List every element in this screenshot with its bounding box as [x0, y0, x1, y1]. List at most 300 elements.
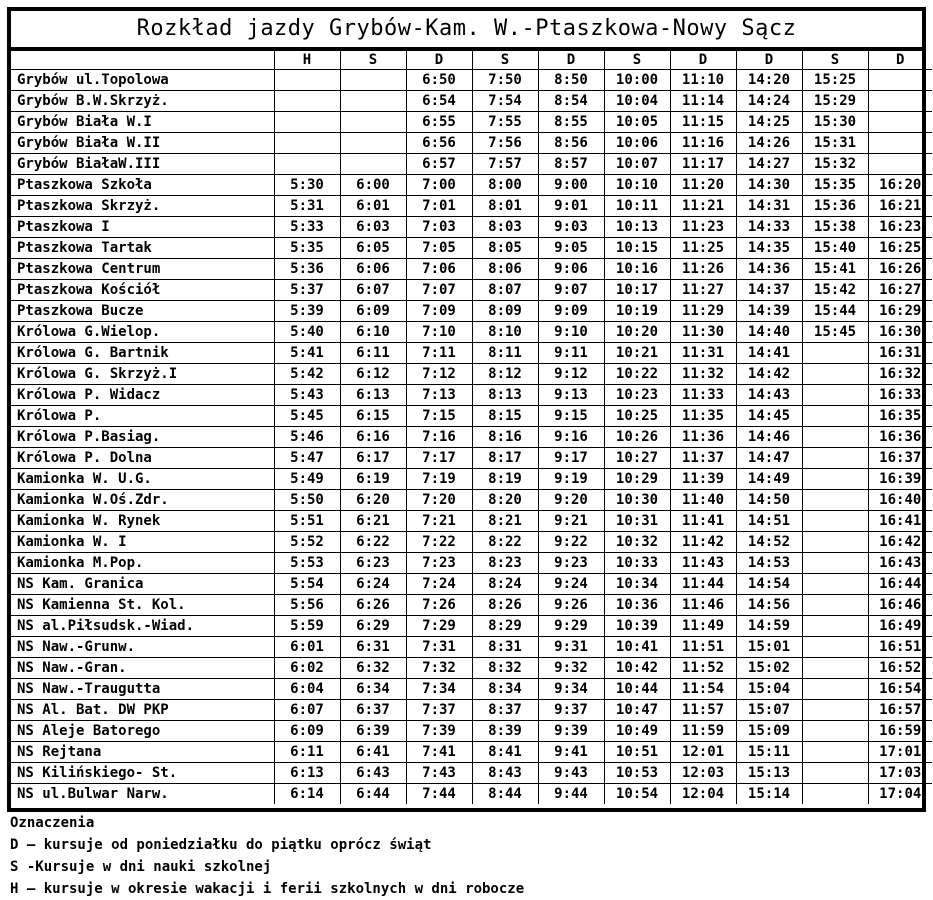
- departure-time: 6:12: [340, 364, 406, 385]
- table-row: [11, 196, 932, 217]
- table-row: [11, 763, 932, 784]
- departure-time: [340, 70, 406, 91]
- departure-time: 11:26: [670, 259, 736, 280]
- column-header: S: [604, 51, 670, 70]
- departure-time: 6:00: [340, 175, 406, 196]
- departure-time: [340, 91, 406, 112]
- departure-time: 7:01: [406, 196, 472, 217]
- stop-name: Grybów BiałaW.III: [11, 154, 274, 175]
- departure-time: 14:54: [736, 574, 802, 595]
- table-row: [11, 301, 932, 322]
- departure-time: 10:51: [604, 742, 670, 763]
- departure-time: 8:24: [472, 574, 538, 595]
- departure-time: 7:50: [472, 70, 538, 91]
- departure-time: [802, 385, 868, 406]
- departure-time: 11:42: [670, 532, 736, 553]
- departure-time: 15:13: [736, 763, 802, 784]
- stop-name: Grybów Biała W.II: [11, 133, 274, 154]
- departure-time: 5:51: [274, 511, 340, 532]
- departure-time: 10:10: [604, 175, 670, 196]
- column-header: S: [340, 51, 406, 70]
- table-row: [11, 259, 932, 280]
- departure-time: 6:14: [274, 784, 340, 805]
- departure-time: 8:44: [472, 784, 538, 805]
- departure-time: 14:56: [736, 595, 802, 616]
- column-header: D: [406, 51, 472, 70]
- departure-time: 7:19: [406, 469, 472, 490]
- table-row: [11, 427, 932, 448]
- departure-time: 8:50: [538, 70, 604, 91]
- departure-time: 5:52: [274, 532, 340, 553]
- departure-time: 8:15: [472, 406, 538, 427]
- departure-time: 14:35: [736, 238, 802, 259]
- departure-time: 6:10: [340, 322, 406, 343]
- departure-time: 6:09: [340, 301, 406, 322]
- departure-time: 16:54: [868, 679, 932, 700]
- departure-time: 9:22: [538, 532, 604, 553]
- departure-time: 5:37: [274, 280, 340, 301]
- departure-time: 16:31: [868, 343, 932, 364]
- table-row: [11, 490, 932, 511]
- page-title: Rozkład jazdy Grybów-Kam. W.-Ptaszkowa-Nowy Sącz: [11, 11, 922, 51]
- departure-time: 14:59: [736, 616, 802, 637]
- departure-time: [274, 112, 340, 133]
- stop-name: Królowa G.Wielop.: [11, 322, 274, 343]
- departure-time: [802, 427, 868, 448]
- stop-name: Ptaszkowa I: [11, 217, 274, 238]
- departure-time: 14:27: [736, 154, 802, 175]
- stop-name: NS ul.Bulwar Narw.: [11, 784, 274, 805]
- table-row: [11, 343, 932, 364]
- departure-time: 15:38: [802, 217, 868, 238]
- departure-time: 11:49: [670, 616, 736, 637]
- departure-time: 15:30: [802, 112, 868, 133]
- departure-time: [274, 70, 340, 91]
- stop-name: NS Kamienna St. Kol.: [11, 595, 274, 616]
- departure-time: [802, 742, 868, 763]
- departure-time: 16:29: [868, 301, 932, 322]
- departure-time: 7:29: [406, 616, 472, 637]
- departure-time: [340, 154, 406, 175]
- departure-time: 9:31: [538, 637, 604, 658]
- departure-time: 6:39: [340, 721, 406, 742]
- stop-name: Królowa G. Skrzyż.I: [11, 364, 274, 385]
- departure-time: 11:32: [670, 364, 736, 385]
- stop-name: NS Aleje Batorego: [11, 721, 274, 742]
- departure-time: [868, 70, 932, 91]
- departure-time: 8:05: [472, 238, 538, 259]
- departure-time: 6:02: [274, 658, 340, 679]
- legend-item-s: S -Kursuje w dni nauki szkolnej: [10, 859, 272, 875]
- departure-time: 7:12: [406, 364, 472, 385]
- departure-time: 11:17: [670, 154, 736, 175]
- departure-time: 9:20: [538, 490, 604, 511]
- departure-time: 8:00: [472, 175, 538, 196]
- departure-time: 5:36: [274, 259, 340, 280]
- departure-time: 11:14: [670, 91, 736, 112]
- departure-time: 8:21: [472, 511, 538, 532]
- departure-time: 6:26: [340, 595, 406, 616]
- departure-time: 5:45: [274, 406, 340, 427]
- departure-time: 16:57: [868, 700, 932, 721]
- departure-time: 6:09: [274, 721, 340, 742]
- departure-time: 16:32: [868, 364, 932, 385]
- departure-time: 6:13: [340, 385, 406, 406]
- departure-time: 7:15: [406, 406, 472, 427]
- departure-time: 7:11: [406, 343, 472, 364]
- departure-time: 6:55: [406, 112, 472, 133]
- departure-time: 6:11: [340, 343, 406, 364]
- departure-time: 16:39: [868, 469, 932, 490]
- stop-name: Ptaszkowa Kościół: [11, 280, 274, 301]
- table-row: [11, 658, 932, 679]
- departure-time: 7:39: [406, 721, 472, 742]
- departure-time: 6:41: [340, 742, 406, 763]
- stop-name: Królowa P.: [11, 406, 274, 427]
- departure-time: 10:31: [604, 511, 670, 532]
- departure-time: 8:07: [472, 280, 538, 301]
- departure-time: 10:39: [604, 616, 670, 637]
- departure-time: 16:40: [868, 490, 932, 511]
- table-row: [11, 112, 932, 133]
- departure-time: 11:33: [670, 385, 736, 406]
- departure-time: 11:57: [670, 700, 736, 721]
- departure-time: 10:13: [604, 217, 670, 238]
- departure-time: 8:17: [472, 448, 538, 469]
- column-header: D: [736, 51, 802, 70]
- departure-time: 11:35: [670, 406, 736, 427]
- departure-time: 16:44: [868, 574, 932, 595]
- departure-time: 16:41: [868, 511, 932, 532]
- departure-time: 8:26: [472, 595, 538, 616]
- departure-time: 11:44: [670, 574, 736, 595]
- departure-time: 9:12: [538, 364, 604, 385]
- departure-time: 5:33: [274, 217, 340, 238]
- departure-time: 9:17: [538, 448, 604, 469]
- departure-time: 7:20: [406, 490, 472, 511]
- departure-time: 10:33: [604, 553, 670, 574]
- departure-time: 5:35: [274, 238, 340, 259]
- departure-time: [802, 637, 868, 658]
- departure-time: 9:10: [538, 322, 604, 343]
- departure-time: 8:20: [472, 490, 538, 511]
- departure-time: 6:44: [340, 784, 406, 805]
- departure-time: 9:26: [538, 595, 604, 616]
- departure-time: 8:19: [472, 469, 538, 490]
- departure-time: 6:56: [406, 133, 472, 154]
- departure-time: 16:46: [868, 595, 932, 616]
- legend-item-d: D – kursuje od poniedziałku do piątku oprócz świąt: [10, 837, 432, 853]
- departure-time: 14:50: [736, 490, 802, 511]
- table-row: [11, 154, 932, 175]
- departure-time: 10:17: [604, 280, 670, 301]
- departure-time: 8:12: [472, 364, 538, 385]
- departure-time: 12:03: [670, 763, 736, 784]
- departure-time: 8:06: [472, 259, 538, 280]
- departure-time: 9:41: [538, 742, 604, 763]
- departure-time: 15:01: [736, 637, 802, 658]
- departure-time: 10:36: [604, 595, 670, 616]
- departure-time: 6:03: [340, 217, 406, 238]
- departure-time: 6:05: [340, 238, 406, 259]
- departure-time: 12:04: [670, 784, 736, 805]
- departure-time: 7:32: [406, 658, 472, 679]
- departure-time: 8:03: [472, 217, 538, 238]
- timetable-frame: [7, 7, 926, 812]
- departure-time: 9:16: [538, 427, 604, 448]
- departure-time: 11:40: [670, 490, 736, 511]
- departure-time: 8:32: [472, 658, 538, 679]
- departure-time: 9:15: [538, 406, 604, 427]
- departure-time: 8:55: [538, 112, 604, 133]
- departure-time: [802, 532, 868, 553]
- departure-time: 11:54: [670, 679, 736, 700]
- departure-time: [868, 91, 932, 112]
- stop-name: NS Naw.-Traugutta: [11, 679, 274, 700]
- departure-time: 8:39: [472, 721, 538, 742]
- legend-heading: Oznaczenia: [10, 815, 95, 831]
- departure-time: 16:30: [868, 322, 932, 343]
- departure-time: 11:43: [670, 553, 736, 574]
- departure-time: 14:51: [736, 511, 802, 532]
- departure-time: [802, 679, 868, 700]
- departure-time: 11:59: [670, 721, 736, 742]
- departure-time: [802, 721, 868, 742]
- departure-time: 12:01: [670, 742, 736, 763]
- departure-time: 14:43: [736, 385, 802, 406]
- departure-time: 5:43: [274, 385, 340, 406]
- departure-time: 15:25: [802, 70, 868, 91]
- departure-time: 11:31: [670, 343, 736, 364]
- departure-time: 11:23: [670, 217, 736, 238]
- departure-time: 15:45: [802, 322, 868, 343]
- departure-time: 15:40: [802, 238, 868, 259]
- departure-time: 11:52: [670, 658, 736, 679]
- departure-time: 14:45: [736, 406, 802, 427]
- departure-time: 10:42: [604, 658, 670, 679]
- departure-time: 7:03: [406, 217, 472, 238]
- departure-time: 11:36: [670, 427, 736, 448]
- departure-time: 7:05: [406, 238, 472, 259]
- departure-time: 9:06: [538, 259, 604, 280]
- departure-time: 14:53: [736, 553, 802, 574]
- departure-time: [868, 154, 932, 175]
- stop-name: Ptaszkowa Tartak: [11, 238, 274, 259]
- departure-time: 16:49: [868, 616, 932, 637]
- departure-time: 5:41: [274, 343, 340, 364]
- departure-time: 14:49: [736, 469, 802, 490]
- departure-time: 15:31: [802, 133, 868, 154]
- departure-time: 7:06: [406, 259, 472, 280]
- departure-time: 9:21: [538, 511, 604, 532]
- departure-time: 6:21: [340, 511, 406, 532]
- departure-time: 10:07: [604, 154, 670, 175]
- departure-time: 11:10: [670, 70, 736, 91]
- stop-name: Kamionka W. U.G.: [11, 469, 274, 490]
- departure-time: 14:47: [736, 448, 802, 469]
- departure-time: [802, 700, 868, 721]
- departure-time: 7:34: [406, 679, 472, 700]
- departure-time: 6:07: [340, 280, 406, 301]
- departure-time: [274, 133, 340, 154]
- departure-time: 16:26: [868, 259, 932, 280]
- table-row: [11, 679, 932, 700]
- departure-time: 8:09: [472, 301, 538, 322]
- departure-time: 8:11: [472, 343, 538, 364]
- departure-time: 5:56: [274, 595, 340, 616]
- departure-time: 11:41: [670, 511, 736, 532]
- departure-time: 7:55: [472, 112, 538, 133]
- departure-time: 15:02: [736, 658, 802, 679]
- departure-time: 6:22: [340, 532, 406, 553]
- departure-time: 5:47: [274, 448, 340, 469]
- departure-time: 14:24: [736, 91, 802, 112]
- departure-time: 7:44: [406, 784, 472, 805]
- departure-time: 10:16: [604, 259, 670, 280]
- departure-time: 7:10: [406, 322, 472, 343]
- departure-time: 16:43: [868, 553, 932, 574]
- departure-time: 16:37: [868, 448, 932, 469]
- departure-time: 7:56: [472, 133, 538, 154]
- departure-time: 6:43: [340, 763, 406, 784]
- departure-time: 10:21: [604, 343, 670, 364]
- departure-time: 5:40: [274, 322, 340, 343]
- departure-time: [802, 448, 868, 469]
- departure-time: 11:15: [670, 112, 736, 133]
- departure-time: [274, 91, 340, 112]
- departure-time: [802, 574, 868, 595]
- departure-time: 6:57: [406, 154, 472, 175]
- departure-time: 10:34: [604, 574, 670, 595]
- table-row: [11, 406, 932, 427]
- departure-time: 7:26: [406, 595, 472, 616]
- departure-time: 8:29: [472, 616, 538, 637]
- departure-time: [802, 469, 868, 490]
- table-row: [11, 742, 932, 763]
- departure-time: 8:56: [538, 133, 604, 154]
- departure-time: 15:41: [802, 259, 868, 280]
- departure-time: 5:39: [274, 301, 340, 322]
- departure-time: 15:44: [802, 301, 868, 322]
- departure-time: 5:30: [274, 175, 340, 196]
- table-row: [11, 553, 932, 574]
- departure-time: 7:31: [406, 637, 472, 658]
- departure-time: 6:01: [340, 196, 406, 217]
- departure-time: 14:30: [736, 175, 802, 196]
- departure-time: 6:13: [274, 763, 340, 784]
- table-row: [11, 238, 932, 259]
- stop-name: Kamionka W. Rynek: [11, 511, 274, 532]
- departure-time: 15:36: [802, 196, 868, 217]
- departure-time: 5:59: [274, 616, 340, 637]
- departure-time: 15:32: [802, 154, 868, 175]
- departure-time: 7:22: [406, 532, 472, 553]
- departure-time: 10:05: [604, 112, 670, 133]
- departure-time: [868, 112, 932, 133]
- departure-time: 10:04: [604, 91, 670, 112]
- header-stop-corner: [11, 51, 274, 70]
- departure-time: [802, 553, 868, 574]
- departure-time: 7:07: [406, 280, 472, 301]
- timetable-table: [11, 51, 932, 804]
- table-row: [11, 700, 932, 721]
- departure-time: 14:31: [736, 196, 802, 217]
- table-row: [11, 364, 932, 385]
- departure-time: 5:46: [274, 427, 340, 448]
- stop-name: Ptaszkowa Skrzyż.: [11, 196, 274, 217]
- departure-time: 11:16: [670, 133, 736, 154]
- departure-time: [802, 343, 868, 364]
- departure-time: 11:20: [670, 175, 736, 196]
- departure-time: 6:16: [340, 427, 406, 448]
- departure-time: 9:24: [538, 574, 604, 595]
- table-row: [11, 322, 932, 343]
- departure-time: 5:31: [274, 196, 340, 217]
- departure-time: 14:40: [736, 322, 802, 343]
- departure-time: 8:43: [472, 763, 538, 784]
- stop-name: NS Naw.-Grunw.: [11, 637, 274, 658]
- departure-time: 10:23: [604, 385, 670, 406]
- departure-time: 6:32: [340, 658, 406, 679]
- departure-time: 5:50: [274, 490, 340, 511]
- departure-time: [802, 658, 868, 679]
- departure-time: 9:00: [538, 175, 604, 196]
- departure-time: 10:19: [604, 301, 670, 322]
- departure-time: 10:29: [604, 469, 670, 490]
- departure-time: 5:53: [274, 553, 340, 574]
- table-row: [11, 532, 932, 553]
- table-row: [11, 595, 932, 616]
- departure-time: 10:49: [604, 721, 670, 742]
- departure-time: 15:42: [802, 280, 868, 301]
- departure-time: 10:20: [604, 322, 670, 343]
- stop-name: Królowa P. Dolna: [11, 448, 274, 469]
- departure-time: 11:27: [670, 280, 736, 301]
- stop-name: NS Kilińskiego- St.: [11, 763, 274, 784]
- departure-time: 10:54: [604, 784, 670, 805]
- departure-time: 8:34: [472, 679, 538, 700]
- departure-time: 14:26: [736, 133, 802, 154]
- stop-name: Grybów B.W.Skrzyż.: [11, 91, 274, 112]
- departure-time: [868, 133, 932, 154]
- departure-time: 16:36: [868, 427, 932, 448]
- departure-time: 6:34: [340, 679, 406, 700]
- departure-time: [274, 154, 340, 175]
- stop-name: Ptaszkowa Centrum: [11, 259, 274, 280]
- departure-time: 16:25: [868, 238, 932, 259]
- departure-time: 11:39: [670, 469, 736, 490]
- departure-time: 7:24: [406, 574, 472, 595]
- departure-time: 8:10: [472, 322, 538, 343]
- stop-name: Grybów ul.Topolowa: [11, 70, 274, 91]
- departure-time: 16:59: [868, 721, 932, 742]
- departure-time: 9:05: [538, 238, 604, 259]
- departure-time: [802, 511, 868, 532]
- table-row: [11, 574, 932, 595]
- table-row: [11, 133, 932, 154]
- departure-time: 6:29: [340, 616, 406, 637]
- table-row: [11, 784, 932, 805]
- departure-time: 9:19: [538, 469, 604, 490]
- column-header: D: [538, 51, 604, 70]
- departure-time: 6:07: [274, 700, 340, 721]
- departure-time: [802, 784, 868, 805]
- departure-time: 8:41: [472, 742, 538, 763]
- departure-time: [802, 406, 868, 427]
- column-header: H: [274, 51, 340, 70]
- departure-time: 8:22: [472, 532, 538, 553]
- departure-time: 14:36: [736, 259, 802, 280]
